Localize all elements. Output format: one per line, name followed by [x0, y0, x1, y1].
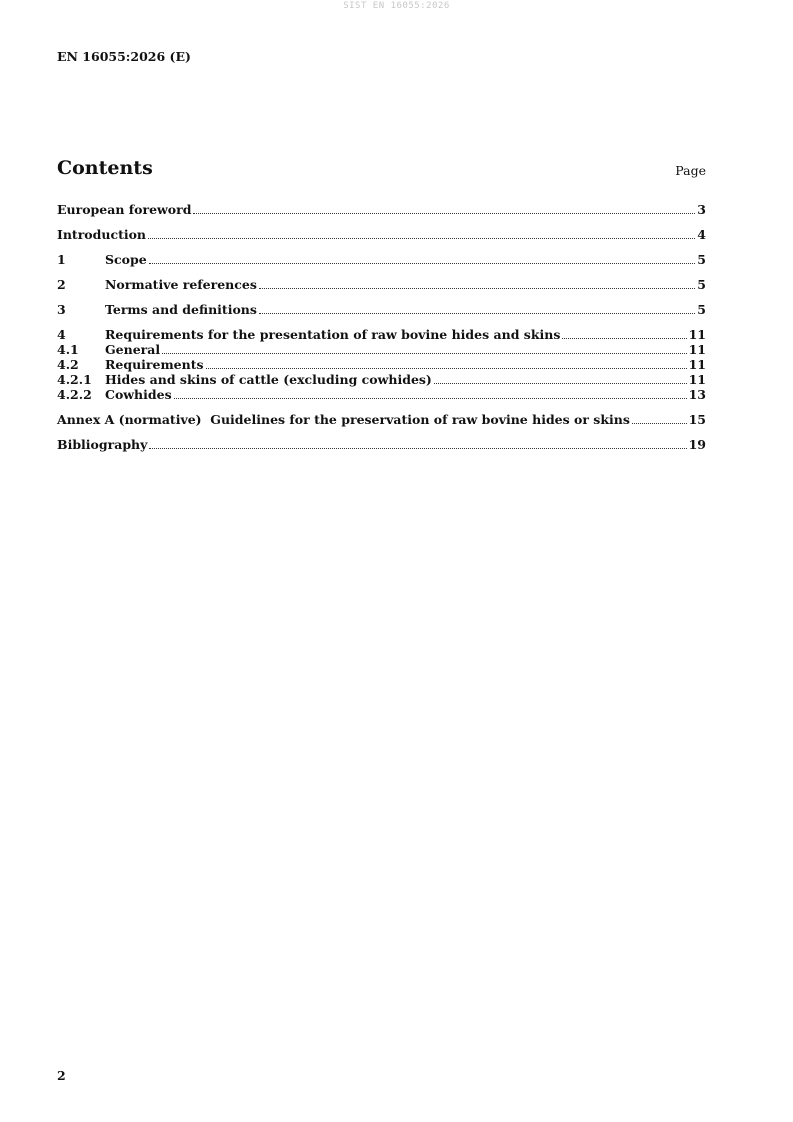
toc-entry-number: 3	[57, 302, 66, 317]
toc-leader	[148, 237, 695, 239]
toc-entry-page: 5	[697, 302, 706, 317]
toc-entry-page: 19	[688, 437, 706, 452]
toc-entry-page: 3	[697, 202, 706, 217]
toc-leader	[259, 312, 695, 314]
toc-leader	[174, 397, 687, 399]
toc-entry-title: Requirements	[105, 357, 204, 372]
toc-entry-title: Scope	[105, 252, 147, 267]
toc-entry-page: 5	[697, 277, 706, 292]
toc-entry-requirements[interactable]	[57, 357, 706, 372]
toc-entry-page: 11	[688, 342, 706, 357]
toc-entry-annex-a[interactable]	[57, 412, 706, 427]
toc-entry-hides-skins-cattle[interactable]	[57, 372, 706, 387]
toc-entry-title: Annex A (normative) Guidelines for the preservation of raw bovine hides or skins	[57, 412, 630, 427]
toc-entry-page: 5	[697, 252, 706, 267]
page-column-label: Page	[675, 163, 706, 178]
toc-entry-page: 11	[688, 372, 706, 387]
toc-leader	[562, 337, 686, 339]
toc-leader	[259, 287, 695, 289]
toc-entry-page: 11	[688, 357, 706, 372]
toc-entry-title: Bibliography	[57, 437, 148, 452]
toc-leader	[149, 447, 686, 449]
toc-entry-number: 4	[57, 327, 66, 342]
toc-entry-bibliography[interactable]	[57, 437, 706, 452]
toc-entry-title: European foreword	[57, 202, 192, 217]
document-id: EN 16055:2026 (E)	[57, 49, 191, 64]
toc-entry-normative-references[interactable]	[57, 277, 706, 292]
toc-entry-title: Cowhides	[105, 387, 172, 402]
toc-entry-introduction[interactable]	[57, 227, 706, 242]
toc-entry-number: 4.2.1	[57, 372, 92, 387]
toc-entry-page: 4	[697, 227, 706, 242]
toc-leader	[632, 422, 687, 424]
toc-leader	[149, 262, 696, 264]
toc-entry-scope[interactable]	[57, 252, 706, 267]
toc-entry-european-foreword[interactable]	[57, 202, 706, 217]
watermark: SIST EN 16055:2026	[343, 1, 450, 11]
toc-leader	[434, 382, 687, 384]
toc-entry-title: Requirements for the presentation of raw bovine hides and skins	[105, 327, 561, 342]
toc-entry-page: 11	[688, 327, 706, 342]
toc-entry-number: 4.2	[57, 357, 79, 372]
contents-title: Contents	[57, 157, 153, 179]
toc-entry-terms-and-definitions[interactable]	[57, 302, 706, 317]
toc-leader	[162, 352, 686, 354]
toc-entry-title: Normative references	[105, 277, 257, 292]
toc-entry-general[interactable]	[57, 342, 706, 357]
toc-entry-title: Terms and definitions	[105, 302, 257, 317]
table-of-contents	[57, 202, 706, 462]
toc-entry-number: 1	[57, 252, 66, 267]
toc-entry-number: 4.2.2	[57, 387, 92, 402]
toc-entry-cowhides[interactable]	[57, 387, 706, 402]
toc-entry-title: Introduction	[57, 227, 147, 242]
toc-entry-number: 2	[57, 277, 66, 292]
toc-entry-title: Hides and skins of cattle (excluding cowhides)	[105, 372, 432, 387]
toc-entry-page: 15	[688, 412, 706, 427]
footer-page-number: 2	[57, 1068, 66, 1083]
toc-entry-title: General	[105, 342, 161, 357]
toc-entry-page: 13	[688, 387, 706, 402]
toc-entry-requirements-presentation[interactable]	[57, 327, 706, 342]
toc-leader	[206, 367, 687, 369]
toc-entry-number: 4.1	[57, 342, 79, 357]
toc-leader	[193, 212, 695, 214]
